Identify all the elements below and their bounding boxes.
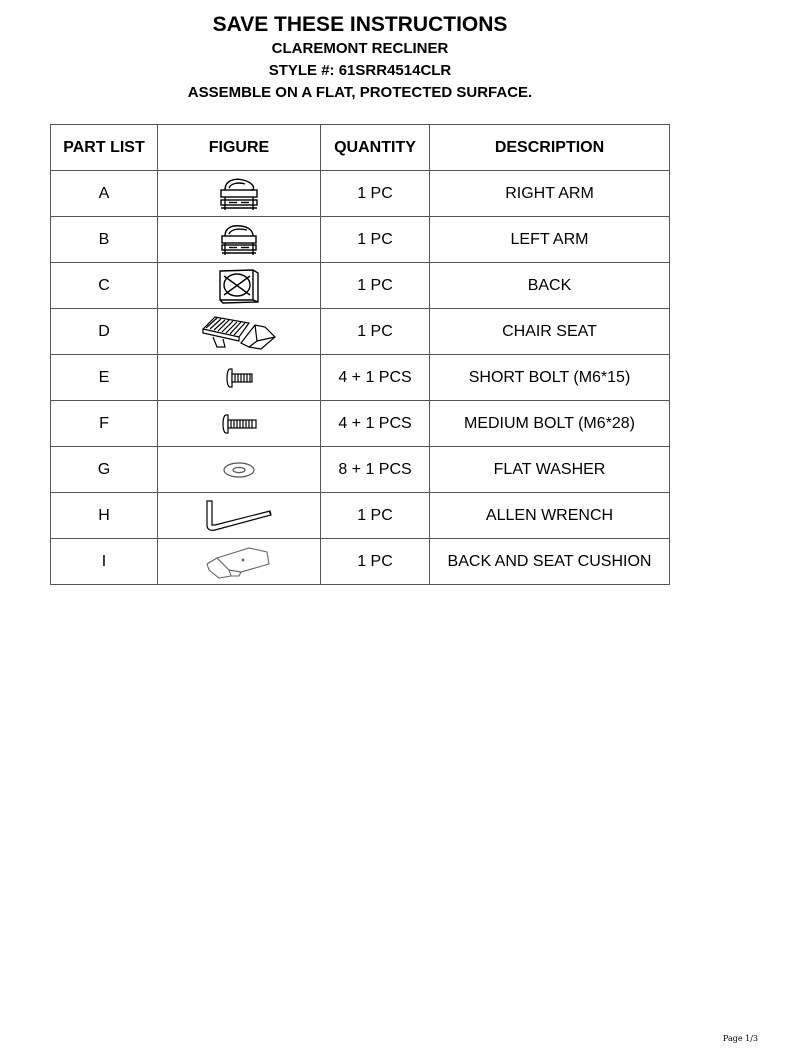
table-row <box>51 447 670 493</box>
quantity: 1 PC <box>321 539 430 585</box>
flat-washer-icon <box>222 461 256 479</box>
figure-cell <box>158 539 321 585</box>
page-number: Page 1/3 <box>722 1034 758 1043</box>
part-letter: G <box>51 447 158 493</box>
quantity: 4 + 1 PCS <box>321 355 430 401</box>
part-letter: A <box>51 171 158 217</box>
short-bolt-icon <box>224 367 254 389</box>
medium-bolt-icon <box>220 413 258 435</box>
quantity: 1 PC <box>321 217 430 263</box>
table-row <box>51 309 670 355</box>
description: BACK <box>430 263 670 309</box>
table-row <box>51 493 670 539</box>
quantity: 8 + 1 PCS <box>321 447 430 493</box>
column-header-part-list: PART LIST <box>51 125 158 171</box>
description: RIGHT ARM <box>430 171 670 217</box>
part-letter: H <box>51 493 158 539</box>
part-letter: D <box>51 309 158 355</box>
style-number: STYLE #: 61SRR4514CLR <box>268 62 452 79</box>
table-row <box>51 355 670 401</box>
figure-cell <box>158 355 321 401</box>
figure-cell <box>158 171 321 217</box>
cushion-icon <box>205 544 273 580</box>
figure-cell <box>158 493 321 539</box>
description: LEFT ARM <box>430 217 670 263</box>
table-row <box>51 539 670 585</box>
part-letter: B <box>51 217 158 263</box>
description: FLAT WASHER <box>430 447 670 493</box>
quantity: 1 PC <box>321 263 430 309</box>
parts-table <box>50 124 670 585</box>
figure-cell <box>158 447 321 493</box>
quantity: 1 PC <box>321 309 430 355</box>
part-letter: I <box>51 539 158 585</box>
left-arm-icon <box>219 223 259 257</box>
table-row <box>51 171 670 217</box>
description: ALLEN WRENCH <box>430 493 670 539</box>
allen-wrench-icon <box>203 499 275 533</box>
column-header-figure: FIGURE <box>158 125 321 171</box>
quantity: 4 + 1 PCS <box>321 401 430 447</box>
table-header-row <box>51 125 670 171</box>
right-arm-icon <box>217 176 261 212</box>
quantity: 1 PC <box>321 493 430 539</box>
description: SHORT BOLT (M6*15) <box>430 355 670 401</box>
part-letter: E <box>51 355 158 401</box>
figure-cell <box>158 401 321 447</box>
chair-seat-icon <box>201 313 277 351</box>
table-row <box>51 401 670 447</box>
part-letter: C <box>51 263 158 309</box>
quantity: 1 PC <box>321 171 430 217</box>
table-row <box>51 263 670 309</box>
column-header-description: DESCRIPTION <box>430 125 670 171</box>
figure-cell <box>158 217 321 263</box>
document-title: SAVE THESE INSTRUCTIONS <box>212 13 508 36</box>
figure-cell <box>158 309 321 355</box>
back-icon <box>217 267 261 305</box>
description: CHAIR SEAT <box>430 309 670 355</box>
figure-cell <box>158 263 321 309</box>
assembly-note: ASSEMBLE ON A FLAT, PROTECTED SURFACE. <box>187 84 533 101</box>
table-row <box>51 217 670 263</box>
product-name: CLAREMONT RECLINER <box>271 40 449 57</box>
description: MEDIUM BOLT (M6*28) <box>430 401 670 447</box>
column-header-quantity: QUANTITY <box>321 125 430 171</box>
part-letter: F <box>51 401 158 447</box>
description: BACK AND SEAT CUSHION <box>430 539 670 585</box>
